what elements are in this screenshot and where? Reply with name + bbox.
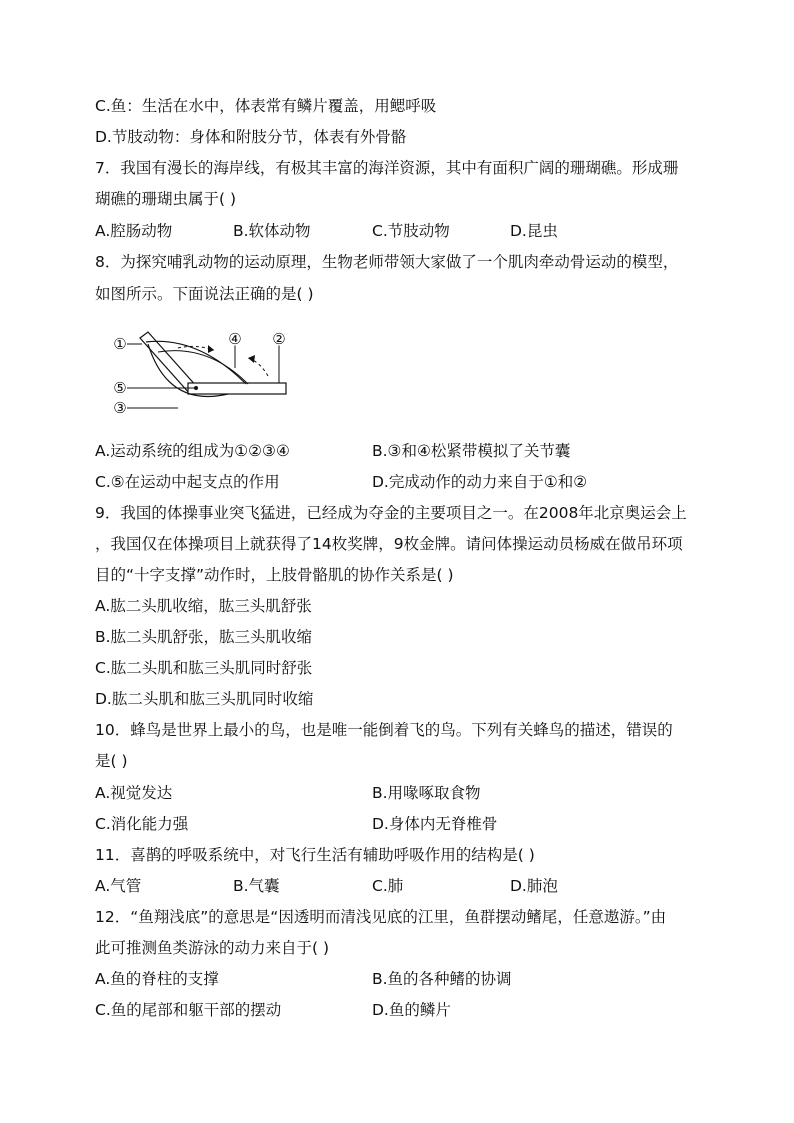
q10-option-c: C.消化能力强 (95, 815, 189, 833)
q8-option-a: A.运动系统的组成为①②③④ (95, 442, 290, 460)
diagram-label-2 (272, 330, 285, 383)
svg-text:②: ② (272, 330, 286, 348)
q7-stem-line2: 瑚礁的珊瑚虫属于( ) (95, 190, 237, 208)
q12-option-b: B.鱼的各种鳍的协调 (372, 970, 512, 988)
q11-option-a: A.气管 (95, 877, 142, 895)
q7-stem-line1: 7．我国有漫长的海岸线，有极其丰富的海洋资源，其中有面积广阔的珊瑚礁。形成珊 (95, 159, 679, 177)
q8-option-c: C.⑤在运动中起支点的作用 (95, 473, 280, 491)
lower-bone (188, 383, 286, 394)
muscle-bone-model-diagram (108, 328, 298, 420)
motion-arrow-left (248, 358, 268, 376)
q8-stem-line2: 如图所示。下面说法正确的是( ) (95, 285, 314, 303)
svg-text:③: ③ (113, 399, 127, 417)
svg-text:①: ① (113, 335, 127, 353)
q12-option-d: D.鱼的鳞片 (372, 1001, 451, 1019)
svg-text:⑤: ⑤ (113, 379, 127, 397)
q8-option-b: B.③和④松紧带模拟了关节囊 (372, 442, 571, 460)
svg-text:④: ④ (228, 330, 242, 348)
q9-option-b: B.肱二头肌舒张，肱三头肌收缩 (95, 628, 313, 646)
q11-option-c: C.肺 (372, 877, 404, 895)
arrow-head-left (248, 355, 255, 363)
q9-stem-line1: 9．我国的体操事业突飞猛进，已经成为夺金的主要项目之一。在2008年北京奥运会上 (95, 504, 687, 522)
q9-option-c: C.肱二头肌和肱三头肌同时舒张 (95, 659, 313, 677)
q6-option-c: C.鱼：生活在水中，体表常有鳞片覆盖，用鳃呼吸 (95, 97, 437, 115)
q8-option-d: D.完成动作的动力来自于①和② (372, 473, 588, 491)
q11-stem: 11．喜鹊的呼吸系统中，对飞行生活有辅助呼吸作用的结构是( ) (95, 846, 535, 864)
q6-option-d: D.节肢动物：身体和附肢分节，体表有外骨骼 (95, 128, 407, 146)
q11-option-b: B.气囊 (233, 877, 280, 895)
arrow-head-right (208, 345, 214, 353)
joint-pin (194, 386, 198, 390)
q12-stem-line1: 12．“鱼翔浅底”的意思是“因透明而清浅见底的江里，鱼群摆动鳍尾，任意遨游。”由 (95, 908, 667, 926)
diagram-label-3 (113, 399, 178, 417)
q10-option-b: B.用喙啄取食物 (372, 784, 481, 802)
q12-option-c: C.鱼的尾部和躯干部的摆动 (95, 1001, 282, 1019)
q7-option-a: A.腔肠动物 (95, 222, 173, 240)
q9-stem-line3: 目的“十字支撑”动作时，上肢骨骼肌的协作关系是( ) (95, 566, 454, 584)
q10-option-d: D.身体内无脊椎骨 (372, 815, 498, 833)
q12-stem-line2: 此可推测鱼类游泳的动力来自于( ) (95, 939, 330, 957)
q7-option-b: B.软体动物 (233, 222, 311, 240)
diagram-label-1 (113, 335, 142, 353)
q11-option-d: D.肺泡 (510, 877, 558, 895)
q7-option-c: C.节肢动物 (372, 222, 450, 240)
q10-stem-line1: 10．蜂鸟是世界上最小的鸟，也是唯一能倒着飞的鸟。下列有关蜂鸟的描述，错误的 (95, 721, 673, 739)
diagram-label-4 (228, 330, 241, 368)
q7-option-d: D.昆虫 (510, 222, 558, 240)
q8-stem-line1: 8．为探究哺乳动物的运动原理，生物老师带领大家做了一个肌肉牵动骨运动的模型， (95, 253, 679, 271)
q9-stem-line2: ，我国仅在体操项目上就获得了14枚奖牌，9枚金牌。请问体操运动员杨威在做吊环项 (95, 535, 683, 553)
q10-stem-line2: 是( ) (95, 752, 128, 770)
q9-option-d: D.肱二头肌和肱三头肌同时收缩 (95, 690, 314, 708)
q9-option-a: A.肱二头肌收缩，肱三头肌舒张 (95, 597, 312, 615)
q12-option-a: A.鱼的脊柱的支撑 (95, 970, 219, 988)
q10-option-a: A.视觉发达 (95, 784, 173, 802)
